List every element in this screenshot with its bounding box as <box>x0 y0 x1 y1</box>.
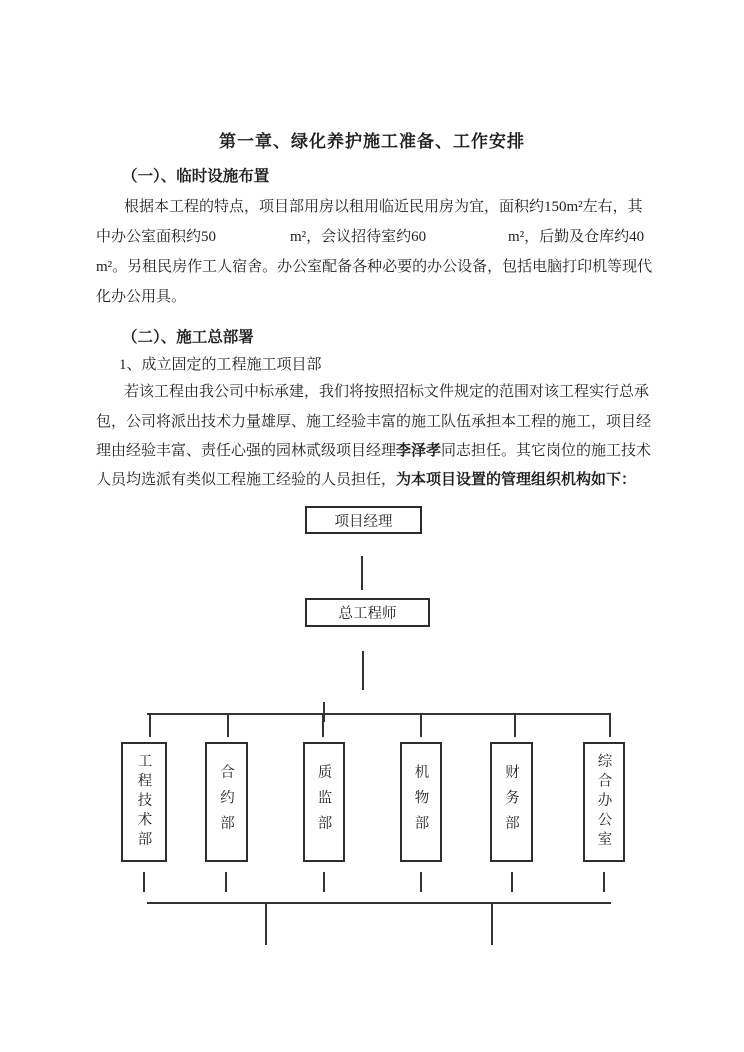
org-box-project-manager-label: 项目经理 <box>334 513 393 530</box>
connector-drop-5 <box>514 715 516 737</box>
org-box-contract-dept <box>205 742 248 862</box>
connector-drop-6 <box>609 715 611 737</box>
connector-drop-4 <box>420 715 422 737</box>
org-box-finance-dept-label: 财务部 <box>503 763 519 841</box>
org-box-finance-dept <box>490 742 533 862</box>
org-box-machinery-materials-dept <box>400 742 442 862</box>
section1-heading: （一）、临时设施布置 <box>122 168 270 185</box>
para1-line2 <box>96 227 656 247</box>
para2-line1: 若该工程由我公司中标承建，我们将按照招标文件规定的范围对该工程实行总承 <box>124 384 650 400</box>
para2-line4-text: 人员均选派有类似工程施工经验的人员担任， <box>96 472 397 488</box>
connector-drop-2 <box>227 715 229 737</box>
para1-line1: 根据本工程的特点，项目部用房以租用临近民用房为宜，面积约150m²左右，其 <box>124 199 643 215</box>
org-box-general-office <box>583 742 625 862</box>
para2-line3-text: 理由经验丰富、责任心强的园林贰级项目经理 <box>96 443 397 459</box>
org-box-quality-supervision-dept-label: 质监部 <box>315 763 332 841</box>
project-manager-name: 李泽孝 <box>396 443 442 459</box>
connector-drop-1 <box>149 715 151 737</box>
connector-stub-1 <box>143 872 145 892</box>
org-box-quality-supervision-dept <box>303 742 345 862</box>
section2-heading: （二）、施工总部署 <box>122 329 254 346</box>
connector-bottom-drop-left <box>265 904 267 945</box>
para2-line3-text2: 同志担任。其它岗位的施工技术 <box>441 443 652 459</box>
connector-stub-2 <box>225 872 227 892</box>
connector-pm-to-ce <box>361 556 363 590</box>
connector-stub-5 <box>511 872 513 892</box>
connector-ce-down <box>362 651 364 690</box>
para2-line4-bold: 为本项目设置的管理组织机构如下： <box>396 472 637 488</box>
para1-line4: 化办公用具。 <box>96 289 187 305</box>
section2-item1: 1、成立固定的工程施工项目部 <box>119 357 322 373</box>
para2-line2: 包，公司将派出技术力量雄厚、施工经验丰富的施工队伍承担本工程的施工，项目经 <box>96 414 652 430</box>
connector-drop-3 <box>322 715 324 737</box>
connector-top-horizontal <box>147 713 611 715</box>
connector-stub-3 <box>323 872 325 892</box>
org-box-contract-dept-label: 合约部 <box>218 763 234 841</box>
org-box-project-manager <box>305 506 422 534</box>
org-box-chief-engineer-label: 总工程师 <box>338 606 397 622</box>
chapter-title: 第一章、绿化养护施工准备、工作安排 <box>219 132 525 151</box>
para1-line2-seg1: 中办公室面积约50 <box>96 229 217 245</box>
para1-line2-seg3: m²，后勤及仓库约40 <box>508 229 645 245</box>
para2-line3 <box>96 441 656 461</box>
org-box-chief-engineer <box>305 598 430 627</box>
connector-stub-4 <box>420 872 422 892</box>
para1-line2-seg2: m²，会议招待室约60 <box>290 229 427 245</box>
org-box-engineering-tech-dept <box>121 742 167 862</box>
org-box-engineering-tech-dept-label: 工程技术部 <box>135 753 152 851</box>
connector-bottom-horizontal <box>147 902 611 904</box>
connector-stub-6 <box>603 872 605 892</box>
org-box-general-office-label: 综合办公室 <box>595 753 612 851</box>
para1-line3: m²。另租民房作工人宿舍。办公室配备各种必要的办公设备，包括电脑打印机等现代 <box>96 259 653 275</box>
connector-bottom-drop-right <box>491 904 493 945</box>
org-box-machinery-materials-dept-label: 机物部 <box>412 763 429 841</box>
para2-line4 <box>96 470 656 490</box>
